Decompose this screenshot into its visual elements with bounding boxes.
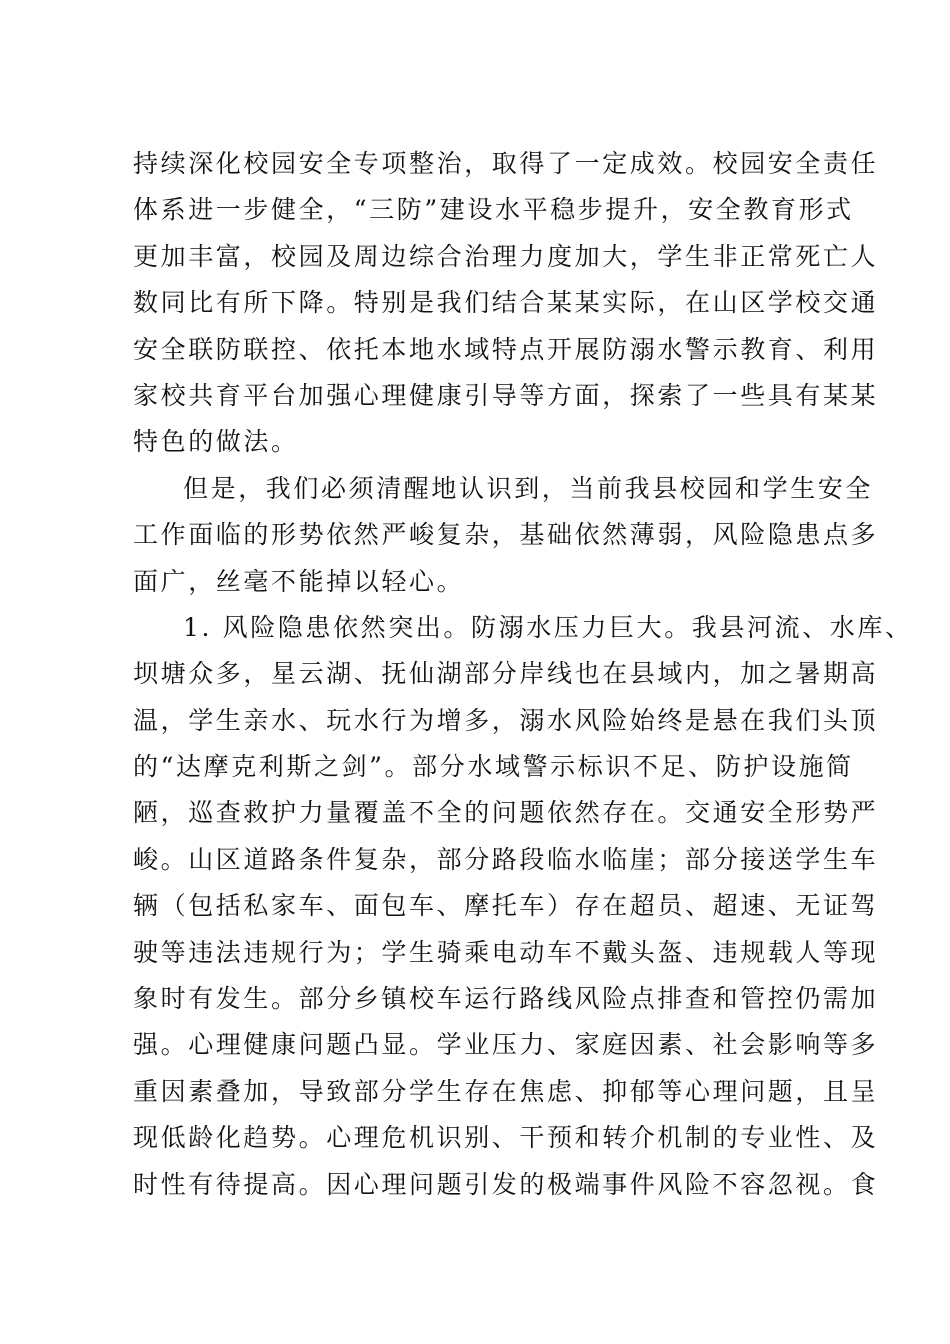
text-line: 辆（包括私家车、面包车、摩托车）存在超员、超速、无证驾 — [133, 891, 879, 921]
text-line: 温，学生亲水、玩水行为增多，溺水风险始终是悬在我们头顶 — [133, 705, 879, 735]
text-line: 重因素叠加，导致部分学生存在焦虑、抑郁等心理问题，且呈 — [133, 1076, 879, 1106]
text-line: 的“达摩克利斯之剑”。部分水域警示标识不足、防护设施简 — [133, 752, 854, 782]
text-line: 峻。山区道路条件复杂，部分路段临水临崖；部分接送学生车 — [133, 844, 879, 874]
text-line: 体系进一步健全，“三防”建设水平稳步提升，安全教育形式 — [133, 195, 854, 225]
text-line: 现低龄化趋势。心理危机识别、干预和转介机制的专业性、及 — [133, 1123, 879, 1153]
text-line: 持续深化校园安全专项整治，取得了一定成效。校园安全责任 — [133, 149, 879, 178]
text-line: 数同比有所下降。特别是我们结合某某实际，在山区学校交通 — [133, 288, 879, 318]
body-text — [133, 141, 913, 1208]
text-line: 陋，巡查救护力量覆盖不全的问题依然存在。交通安全形势严 — [133, 798, 879, 828]
text-line: 工作面临的形势依然严峻复杂，基础依然薄弱，风险隐患点多 — [133, 520, 879, 550]
text-line: 特色的做法。 — [133, 427, 299, 457]
paragraph-start-line: 但是，我们必须清醒地认识到，当前我县校园和学生安全 — [183, 473, 874, 503]
text-line: 家校共育平台加强心理健康引导等方面，探索了一些具有某某 — [133, 380, 879, 410]
text-line: 象时有发生。部分乡镇校车运行路线风险点排查和管控仍需加 — [133, 984, 879, 1014]
text-line: 强。心理健康问题凸显。学业压力、家庭因素、社会影响等多 — [133, 1030, 879, 1060]
text-line: 面广，丝毫不能掉以轻心。 — [133, 566, 465, 596]
text-line: 坝塘众多，星云湖、抚仙湖部分岸线也在县域内，加之暑期高 — [133, 659, 879, 689]
text-line: 驶等违法违规行为；学生骑乘电动车不戴头盔、违规载人等现 — [133, 937, 879, 967]
text-line: 更加丰富，校园及周边综合治理力度加大，学生非正常死亡人 — [133, 241, 879, 271]
text-line: 安全联防联控、依托本地水域特点开展防溺水警示教育、利用 — [133, 334, 879, 364]
paragraph-start-line: 1. 风险隐患依然突出。防溺水压力巨大。我县河流、水库、 — [183, 612, 913, 642]
text-line: 时性有待提高。因心理问题引发的极端事件风险不容忽视。食 — [133, 1169, 879, 1199]
